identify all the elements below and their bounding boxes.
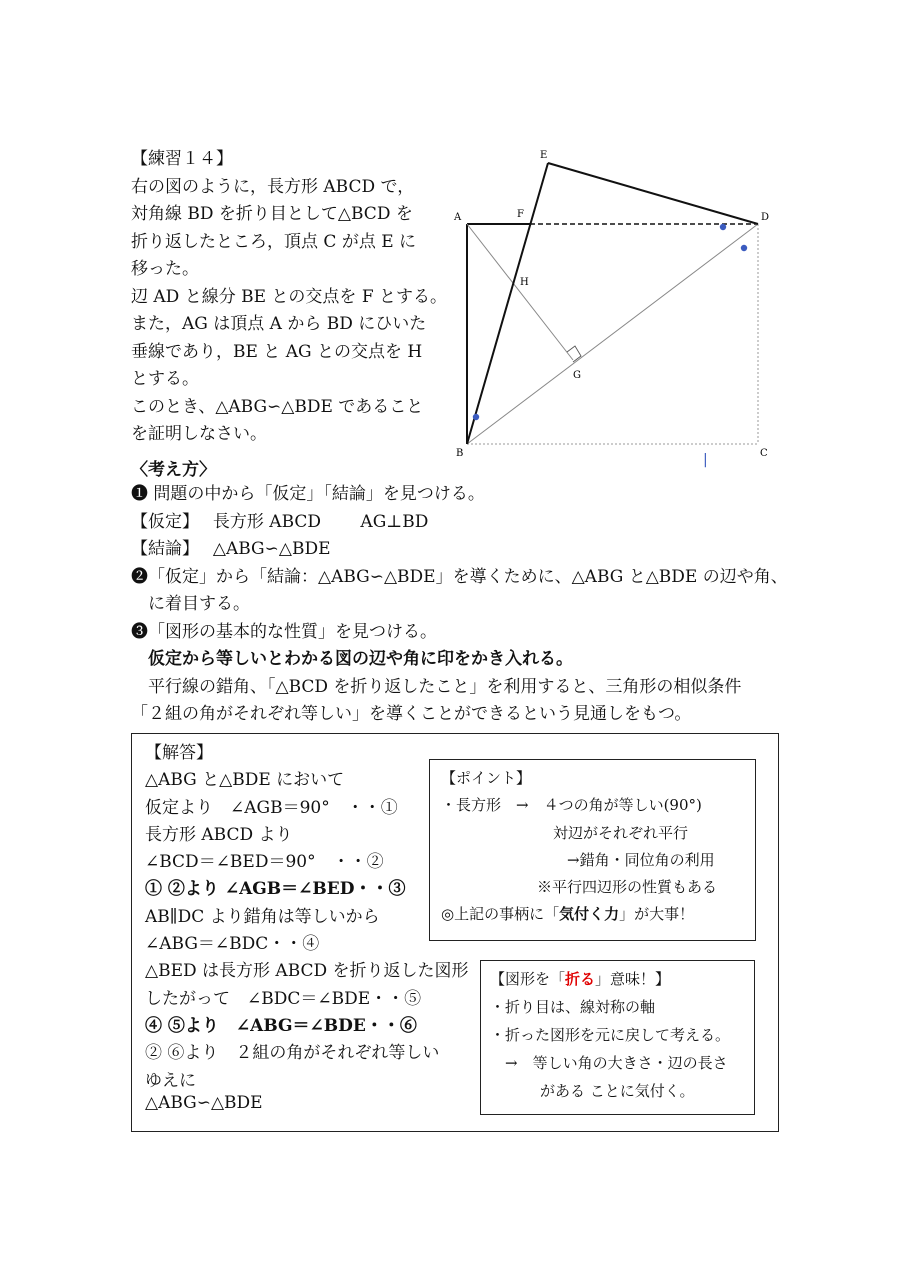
fold-line: がある ことに気付く。 bbox=[540, 1082, 695, 1100]
answer-line: ゆえに bbox=[145, 1070, 196, 1091]
problem-title: 【練習１４】 bbox=[131, 149, 233, 169]
point-line-part: 」が大事！ bbox=[619, 905, 695, 924]
angle-dot-b bbox=[473, 414, 479, 420]
problem-line: また，AG は頂点 A から BD にひいた bbox=[131, 314, 427, 334]
fold-text bbox=[490, 968, 730, 1108]
answer-line: 長方形 ABCD より bbox=[145, 824, 293, 845]
diagonal-bd bbox=[467, 224, 758, 444]
problem-line: を証明しなさい。 bbox=[131, 424, 267, 444]
answer-title: 【解答】 bbox=[145, 743, 213, 763]
fold-line: → 等しい角の大きさ・辺の長さ bbox=[490, 1054, 728, 1072]
label-a: A bbox=[454, 212, 462, 223]
answer-text bbox=[145, 738, 469, 1120]
step-3-line1: 平行線の錯角、「△BCD を折り返したこと」を利用すると、三角形の相似条件 bbox=[131, 676, 742, 697]
thinking-steps bbox=[131, 479, 788, 727]
problem-line: このとき、△ABG∽△BDE であること bbox=[131, 396, 424, 417]
point-text bbox=[441, 767, 717, 931]
point-title: 【ポイント】 bbox=[441, 769, 532, 787]
answer-line: ① ②より ∠AGB＝∠BED・・③ bbox=[145, 879, 406, 900]
point-line: ※平行四辺形の性質もある bbox=[537, 878, 718, 897]
point-line: 対辺がそれぞれ平行 bbox=[553, 823, 689, 842]
problem-line: 辺 AD と線分 BE との交点を F とする。 bbox=[131, 286, 448, 307]
answer-line: ∠ABG＝∠BDC・・④ bbox=[145, 934, 320, 955]
problem-line: とする。 bbox=[131, 369, 199, 389]
fold-emphasis: 折る bbox=[565, 970, 596, 988]
fold-title bbox=[490, 968, 730, 996]
answer-line: △BED は長方形 ABCD を折り返した図形 bbox=[145, 961, 469, 982]
answer-line: AB∥DC より錯角は等しいから bbox=[145, 906, 380, 927]
segment-ed bbox=[548, 163, 758, 224]
problem-text bbox=[131, 146, 447, 449]
label-b: B bbox=[456, 448, 464, 459]
step-3: ❸「図形の基本的な性質」を見つける。 bbox=[131, 621, 437, 642]
label-d: D bbox=[761, 212, 770, 223]
point-line bbox=[441, 903, 717, 930]
step-3-line2: 「２組の角がそれぞれ等しい」を導くことができるという見通しをもつ。 bbox=[131, 704, 692, 724]
label-e: E bbox=[540, 150, 548, 161]
fold-line: ・折り目は、線対称の軸 bbox=[490, 998, 656, 1016]
label-h: H bbox=[520, 277, 529, 288]
fold-title-part: 【図形を「 bbox=[490, 970, 566, 988]
label-f: F bbox=[517, 209, 524, 220]
answer-line: ∠BCD＝∠BED＝90° ・・② bbox=[145, 852, 384, 873]
geometry-figure bbox=[440, 140, 780, 470]
problem-line: 移った。 bbox=[131, 259, 199, 279]
angle-dot-d2 bbox=[741, 245, 747, 251]
point-line-part: ◎上記の事柄に「 bbox=[441, 905, 560, 924]
problem-line: 垂線であり，BE と AG との交点を H bbox=[131, 341, 423, 362]
point-emphasis: 気付く力 bbox=[559, 905, 620, 924]
answer-line: △ABG∽△BDE bbox=[145, 1092, 263, 1113]
problem-line: 右の図のように，長方形 ABCD で， bbox=[131, 176, 415, 197]
problem-line: 対角線 BD を折り目として△BCD を bbox=[131, 204, 413, 224]
stray-mark: | bbox=[703, 452, 708, 468]
answer-line: 仮定より ∠AGB＝90° ・・① bbox=[145, 797, 398, 818]
segment-be bbox=[467, 163, 548, 444]
label-g: G bbox=[573, 370, 581, 381]
answer-line: ② ⑥より ２組の角がそれぞれ等しい bbox=[145, 1043, 440, 1064]
fold-line: ・折った図形を元に戻して考える。 bbox=[490, 1026, 731, 1044]
problem-line: 折り返したところ，頂点 C が点 E に bbox=[131, 231, 417, 252]
assumption: 【仮定】 長方形 ABCD AG⊥BD bbox=[131, 511, 429, 532]
point-line: ・長方形 → ４つの角が等しい(90°) bbox=[441, 796, 702, 815]
thinking-heading: 〈考え方〉 bbox=[131, 460, 216, 480]
point-line: →錯角・同位角の利用 bbox=[567, 850, 715, 869]
answer-line: △ABG と△BDE において bbox=[145, 770, 345, 791]
step-2-cont: に着目する。 bbox=[131, 594, 250, 614]
label-c: C bbox=[760, 448, 768, 459]
step-1: ❶ 問題の中から「仮定」「結論」を見つける。 bbox=[131, 484, 485, 504]
answer-line: ④ ⑤より ∠ABG＝∠BDE・・⑥ bbox=[145, 1015, 417, 1036]
answer-line: したがって ∠BDC＝∠BDE・・⑤ bbox=[145, 988, 422, 1009]
step-2: ❷「仮定」から「結論：△ABG∽△BDE」を導くために、△ABG と△BDE の辺や角、 bbox=[131, 566, 788, 587]
conclusion: 【結論】 △ABG∽△BDE bbox=[131, 539, 331, 559]
angle-dot-d1 bbox=[720, 224, 726, 230]
step-3-bold: 仮定から等しいとわかる図の辺や角に印をかき入れる。 bbox=[131, 649, 573, 669]
fold-title-part: 」意味！】 bbox=[595, 970, 671, 988]
perpendicular-ag bbox=[467, 224, 573, 360]
